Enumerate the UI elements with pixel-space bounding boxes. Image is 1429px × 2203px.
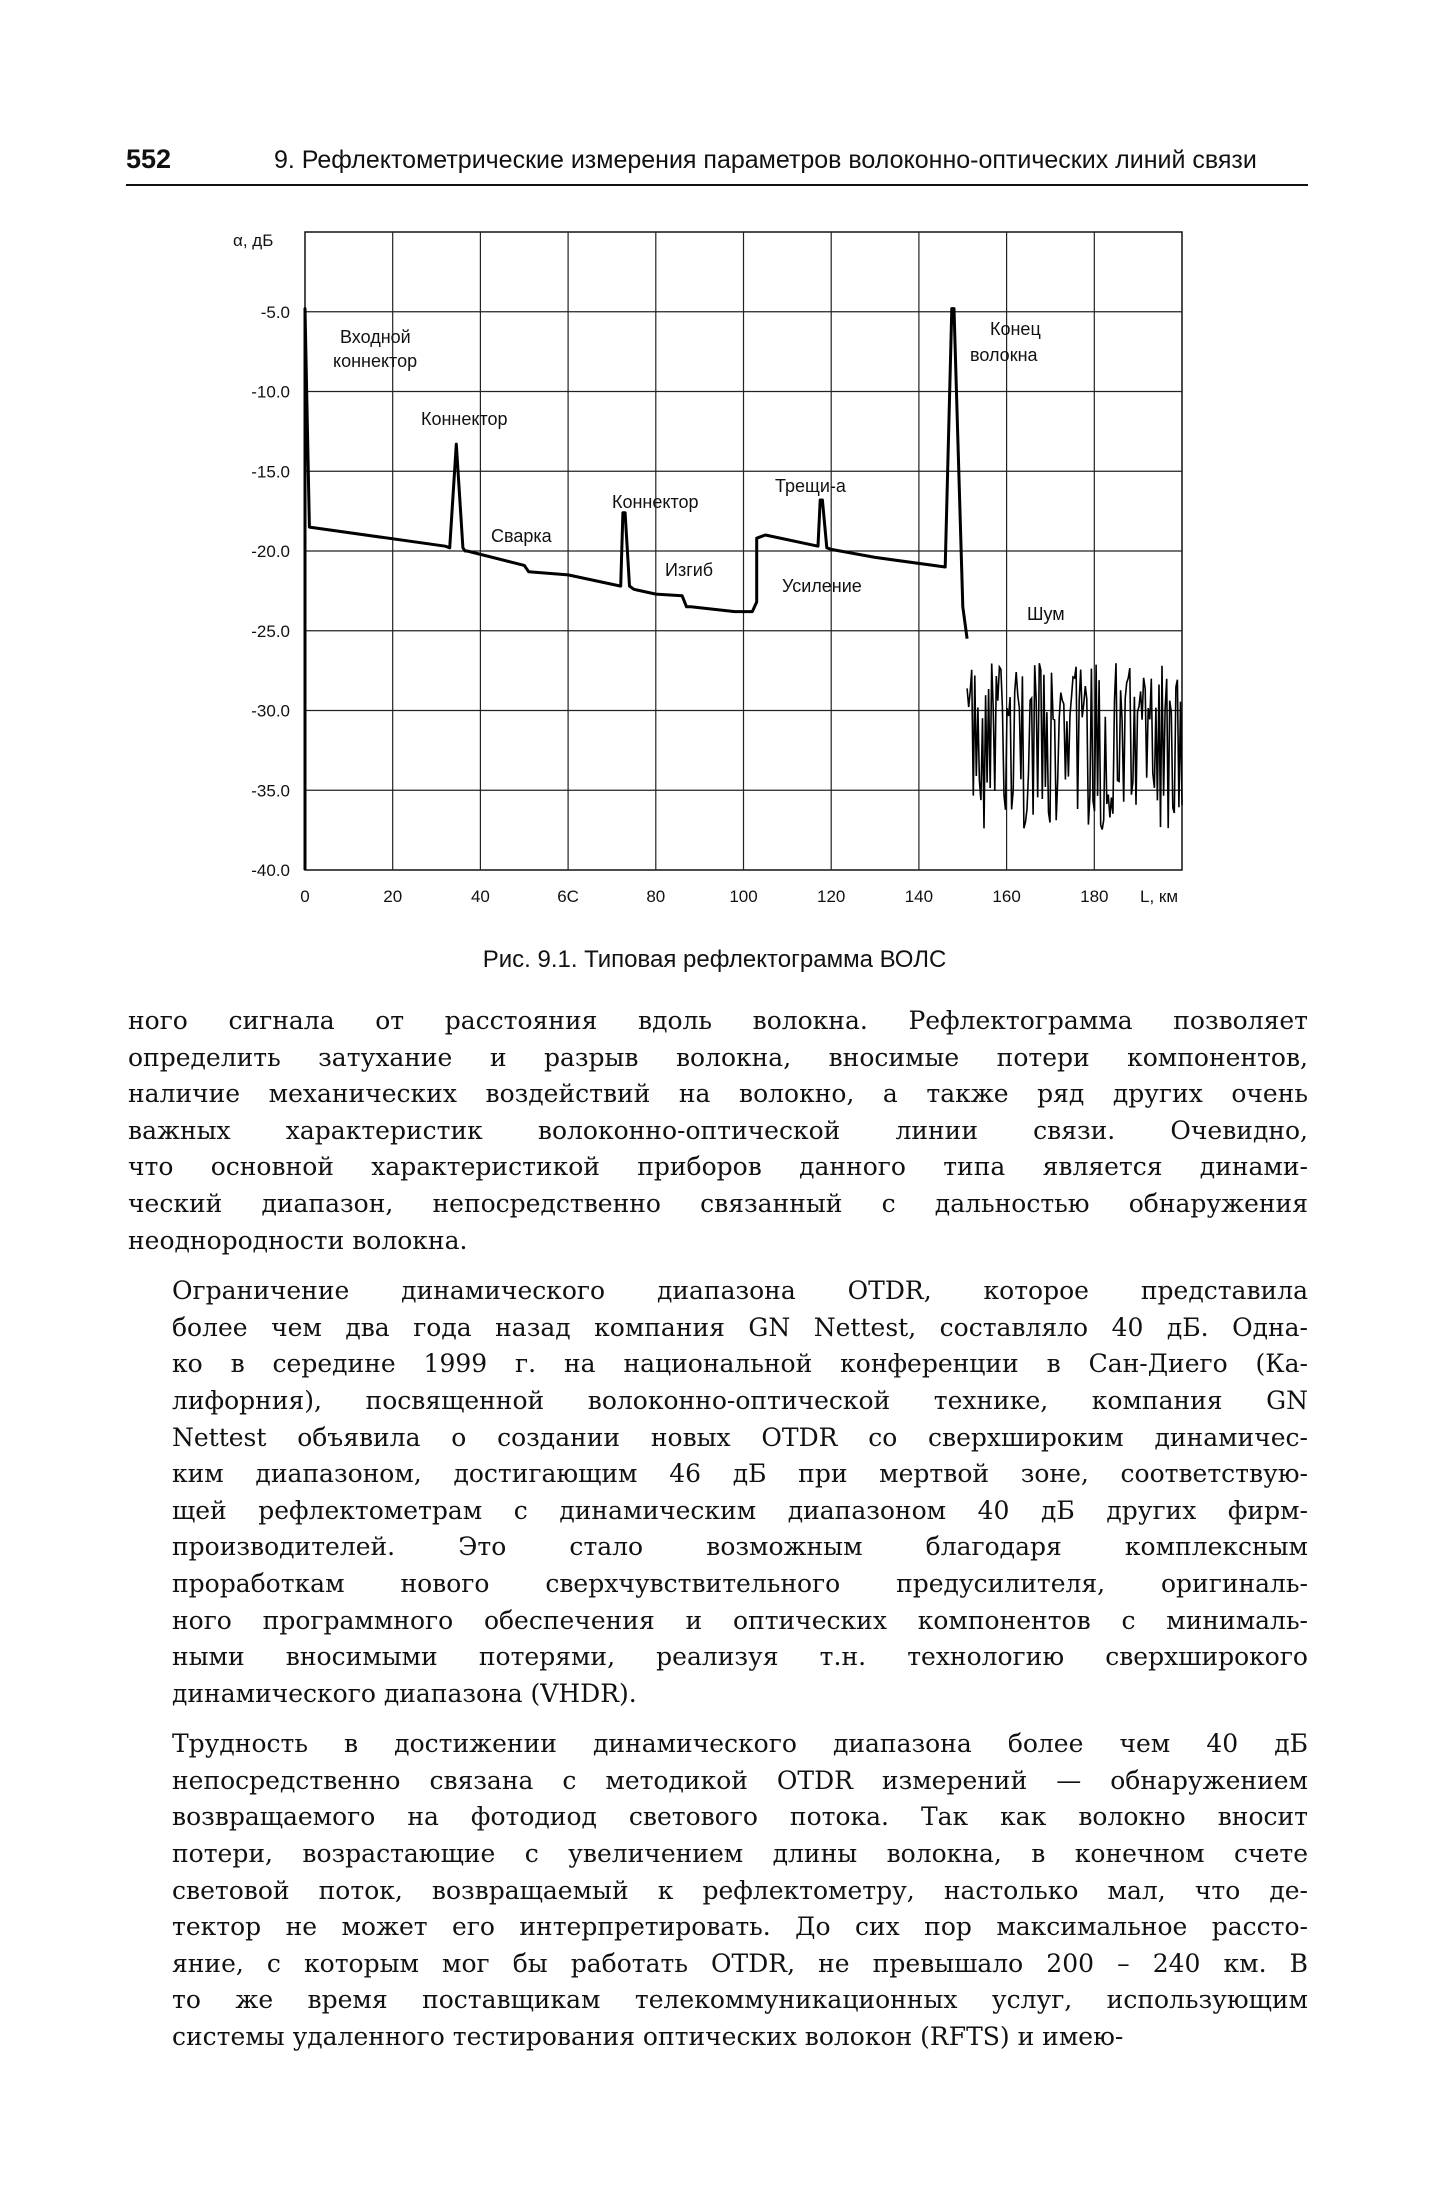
x-tick-label: 180	[1080, 887, 1109, 906]
text-line: Nettest объявила о создании новых OTDR со сверхшироким динамичес-	[172, 1422, 1308, 1452]
text-line: тектор не может его интерпретировать. До сих пор максимальное рассто-	[172, 1912, 1308, 1942]
y-tick-label: -40.0	[251, 861, 290, 880]
text-line: важных характеристик волоконно-оптической линии связи. Очевидно,	[128, 1115, 1308, 1145]
noise-band	[967, 663, 1182, 829]
text-line: ко в середине 1999 г. на национальной конференции в Сан-Диего (Ка-	[172, 1349, 1308, 1379]
y-tick-label: -30.0	[251, 701, 290, 721]
y-tick-label: -25.0	[251, 621, 290, 641]
annotation-bend: Изгиб	[665, 560, 714, 580]
text-line: непосредственно связана с методикой OTDR измерений — обнаружением	[172, 1765, 1308, 1795]
y-tick-label: -5.0	[260, 302, 290, 322]
x-tick-label: 80	[646, 887, 666, 906]
text-line: ким диапазоном, достигающим 46 дБ при мертвой зоне, соответствую-	[172, 1459, 1308, 1489]
text-line: динамического диапазона (VHDR).	[172, 1678, 637, 1708]
paragraph-2	[128, 1273, 1308, 1712]
annotation-noise: Шум	[1027, 604, 1065, 624]
text-line: ного сигнала от расстояния вдоль волокна. Рефлектограмма позволяет	[128, 1006, 1308, 1035]
text-line: возвращаемого на фотодиод светового потока. Так как волокно вносит	[172, 1802, 1308, 1832]
annotation-crack: Трещи-а	[775, 476, 846, 496]
x-axis-label: L, км	[1140, 887, 1179, 906]
x-tick-label: 100	[729, 887, 758, 906]
text-line: производителей. Это стало возможным благодаря комплексным	[172, 1532, 1308, 1562]
paragraph-3	[128, 1726, 1308, 2055]
text-line: неоднородности волокна.	[128, 1225, 468, 1255]
text-line: Ограничение динамического диапазона OTDR, которое представила	[172, 1276, 1308, 1306]
annotation-input-connector-2: коннектор	[333, 351, 418, 371]
annotation-connector-1: Коннектор	[421, 409, 508, 429]
annotation-splice: Сварка	[491, 526, 552, 546]
annotation-fiber-end-2: волокна	[970, 345, 1038, 365]
body-text	[128, 1003, 1308, 2056]
y-tick-label: -20.0	[251, 542, 290, 561]
text-line: определить затухание и разрыв волокна, вносимые потери компонентов,	[128, 1042, 1308, 1072]
noise-trace	[967, 663, 1182, 829]
y-tick-label: -35.0	[251, 781, 290, 801]
chart-ticks	[251, 303, 1108, 906]
annotation-connector-2: Коннектор	[612, 492, 699, 512]
reflectogram-chart	[0, 0, 1429, 990]
figure	[0, 0, 1429, 990]
running-head: 9. Рефлектометрические измерения параметров волоконно-оптических линий связи	[274, 146, 1257, 174]
x-tick-label: 6C	[557, 887, 579, 906]
paragraph-1	[128, 1003, 1308, 1259]
text-line: яние, с которым мог бы работать OTDR, не превышало 200 – 240 км. В	[172, 1948, 1308, 1978]
text-line: щей рефлектометрам с динамическим диапазоном 40 дБ других фирм-	[172, 1495, 1308, 1525]
annotation-fiber-end-1: Конец	[990, 319, 1041, 339]
y-tick-label: -15.0	[251, 462, 290, 482]
text-line: световой поток, возвращаемый к рефлектометру, настолько мал, что де-	[172, 1875, 1308, 1905]
x-tick-label: 160	[992, 887, 1021, 906]
text-line: потери, возрастающие с увеличением длины волокна, в конечном счете	[172, 1839, 1308, 1869]
text-line: более чем два года назад компания GN Nettest, составляло 40 дБ. Одна-	[172, 1312, 1308, 1342]
page-number: 552	[126, 144, 172, 174]
text-line: что основной характеристикой приборов данного типа является динами-	[128, 1152, 1308, 1182]
text-line: то же время поставщикам телекоммуникационных услуг, использующим	[172, 1985, 1308, 2015]
text-line: наличие механических воздействий на волокно, а также ряд других очень	[128, 1079, 1308, 1109]
text-line: проработкам нового сверхчувствительного предусилителя, оригиналь-	[172, 1568, 1308, 1598]
y-axis-label: α, дБ	[233, 231, 274, 250]
y-tick-label: -10.0	[251, 382, 290, 402]
trace-layer	[305, 309, 967, 870]
annotation-input-connector-1: Входной	[340, 327, 411, 347]
text-line: ного программного обеспечения и оптических компонентов с минималь-	[172, 1605, 1308, 1635]
text-line: ческий диапазон, непосредственно связанный с дальностью обнаружения	[128, 1188, 1308, 1218]
text-line: лифорния), посвященной волоконно-оптической технике, компания GN	[172, 1385, 1308, 1415]
x-tick-label: 0	[300, 887, 310, 906]
text-line: ными вносимыми потерями, реализуя т.н. технологию сверхширокого	[172, 1642, 1308, 1672]
text-line: Трудность в достижении динамического диапазона более чем 40 дБ	[172, 1729, 1308, 1759]
figure-caption: Рис. 9.1. Типовая рефлектограмма ВОЛС	[482, 946, 947, 973]
x-tick-label: 20	[383, 887, 403, 906]
text-line: системы удаленного тестирования оптических волокон (RFTS) и имею-	[172, 2022, 1124, 2052]
trace-line	[305, 309, 967, 870]
x-tick-label: 120	[817, 887, 846, 906]
annotation-gain: Усиление	[782, 576, 862, 596]
x-tick-label: 40	[470, 887, 490, 906]
x-tick-label: 140	[904, 887, 934, 906]
